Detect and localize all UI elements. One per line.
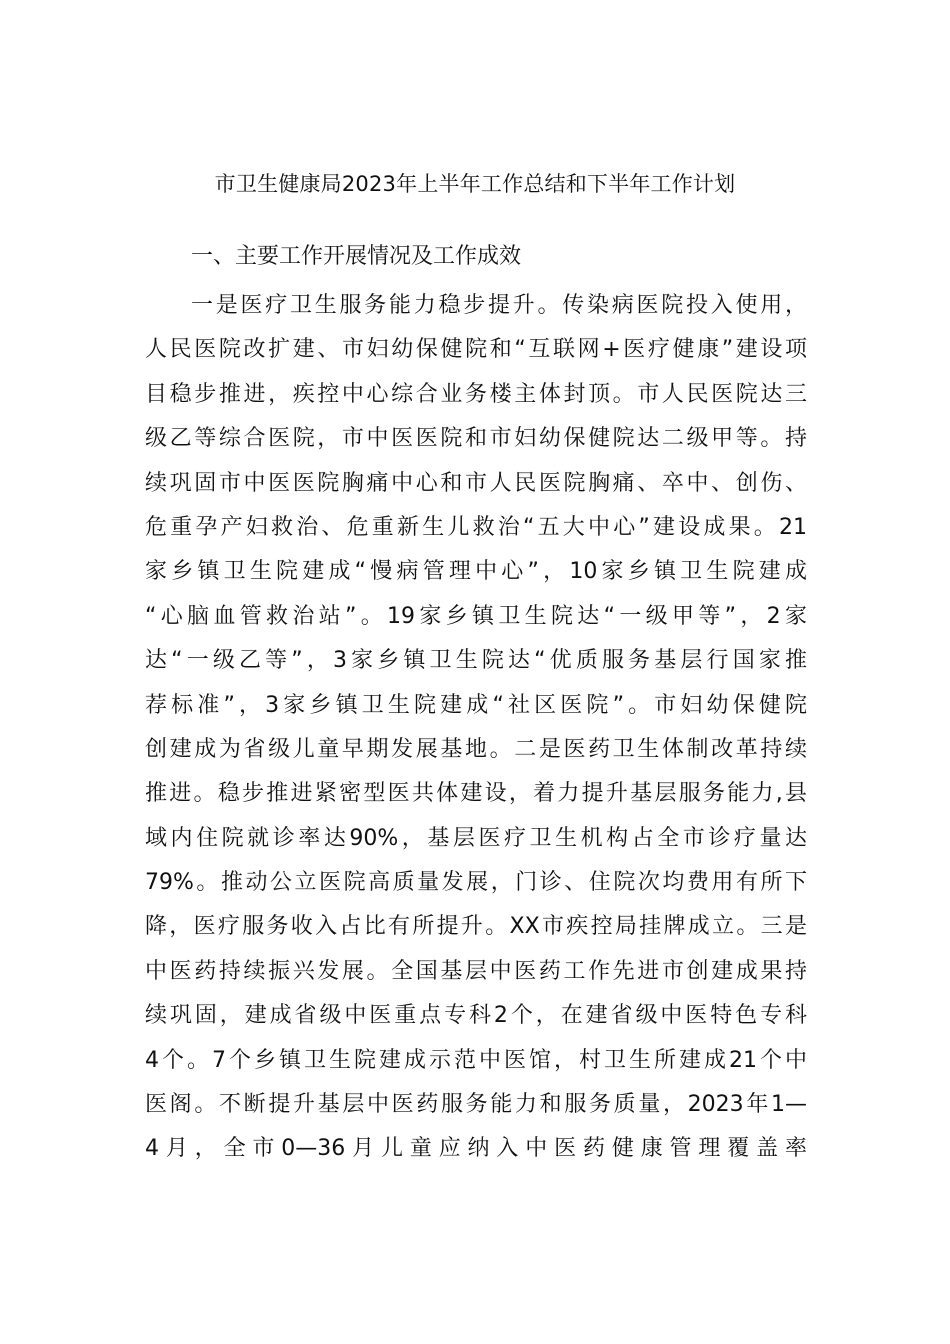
body-line-18: 4个。7个乡镇卫生院建成示范中医馆，村卫生所建成21个中: [145, 1047, 807, 1073]
body-line-20: 4月，全市0—36月儿童应纳入中医药健康管理覆盖率: [145, 1136, 807, 1162]
body-line-4: 级乙等综合医院，市中医医院和市妇幼保健院达二级甲等。持: [145, 426, 807, 452]
body-line-8: “心脑血管救治站”。19家乡镇卫生院达“一级甲等”，2家: [145, 603, 807, 629]
body-line-13: 域内住院就诊率达90%，基层医疗卫生机构占全市诊疗量达: [145, 825, 807, 851]
body-line-15: 降，医疗服务收入占比有所提升。XX市疾控局挂牌成立。三是: [145, 914, 807, 940]
document-title: 市卫生健康局2023年上半年工作总结和下半年工作计划: [214, 172, 736, 196]
body-line-19: 医阁。不断提升基层中医药服务能力和服务质量，2023年1—: [145, 1092, 807, 1118]
body-line-6: 危重孕产妇救治、危重新生儿救治“五大中心”建设成果。21: [145, 514, 807, 540]
body-line-3: 目稳步推进，疾控中心综合业务楼主体封顶。市人民医院达三: [145, 381, 807, 407]
body-line-5: 续巩固市中医医院胸痛中心和市人民医院胸痛、卒中、创伤、: [145, 470, 807, 496]
body-line-7: 家乡镇卫生院建成“慢病管理中心”，10家乡镇卫生院建成: [145, 559, 807, 585]
body-line-2: 人民医院改扩建、市妇幼保健院和“互联网+医疗健康”建设项: [145, 337, 807, 363]
body-paragraph: [145, 284, 807, 1172]
body-line-11: 创建成为省级儿童早期发展基地。二是医药卫生体制改革持续: [145, 736, 807, 762]
body-line-12: 推进。稳步推进紧密型医共体建设，着力提升基层服务能力,县: [145, 781, 807, 807]
body-line-14: 79%。推动公立医院高质量发展，门诊、住院次均费用有所下: [145, 870, 807, 896]
section-heading: 一、主要工作开展情况及工作成效: [191, 244, 522, 269]
body-line-17: 续巩固，建成省级中医重点专科2个，在建省级中医特色专科: [145, 1003, 807, 1029]
body-line-16: 中医药持续振兴发展。全国基层中医药工作先进市创建成果持: [145, 958, 807, 984]
body-line-9: 达“一级乙等”，3家乡镇卫生院达“优质服务基层行国家推: [145, 648, 807, 674]
body-line-10: 荐标准”，3家乡镇卫生院建成“社区医院”。市妇幼保健院: [145, 692, 807, 718]
body-line-1: 一是医疗卫生服务能力稳步提升。传染病医院投入使用，: [191, 293, 807, 318]
